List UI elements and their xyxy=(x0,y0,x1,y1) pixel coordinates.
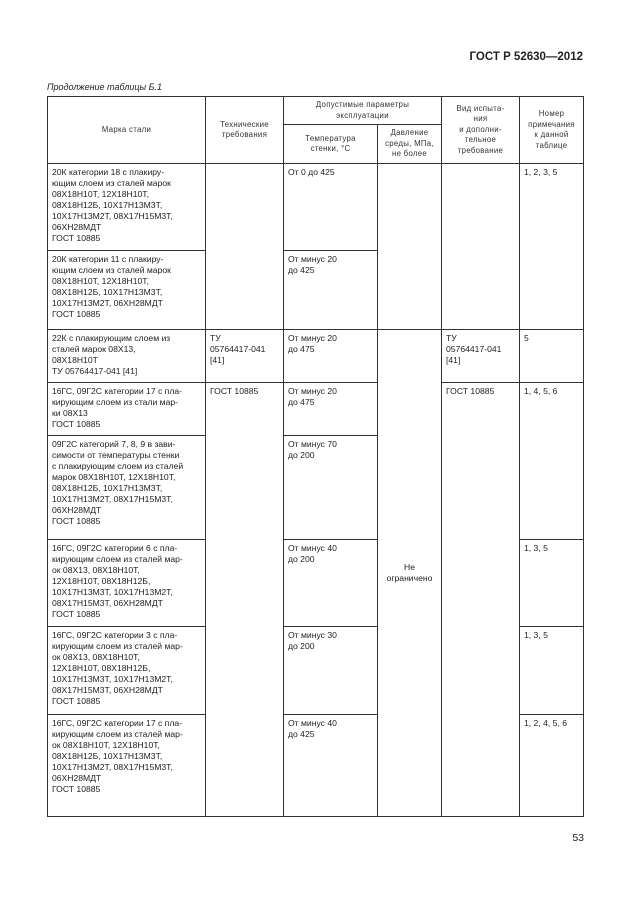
table-row-grade: 20К категории 18 с плакиру- ющим слоем из сталей марок 08Х18Н10Т, 12Х18Н10Т, 08Х18Н12Б, 10Х17Н13М3Т, 10Х17Н13М2Т, 08Х17Н15М3Т, 06ХН28МДТ ГОСТ 10885 xyxy=(48,164,206,251)
table-row-test: ГОСТ 10885 xyxy=(442,383,520,817)
document-title: ГОСТ Р 52630—2012 xyxy=(469,51,583,63)
steel-table xyxy=(47,96,584,817)
table-row-note: 1, 3, 5 xyxy=(520,627,584,715)
header-grade: Марка стали xyxy=(48,97,206,164)
table-row-temp: От минус 20 до 475 xyxy=(284,330,378,383)
table-cell-tech-empty xyxy=(206,164,284,330)
table-cell-pressure-empty xyxy=(378,164,442,330)
table-row-test: ТУ 05764417-041 [41] xyxy=(442,330,520,383)
table-row-grade: 20К категории 11 с плакиру- ющим слоем из сталей марок 08Х18Н10Т, 12Х18Н10Т, 08Х18Н12Б, 10Х17Н13М3Т, 10Х17Н13М2Т, 06ХН28МДТ ГОСТ 10885 xyxy=(48,251,206,330)
header-tech: Технические требования xyxy=(206,97,284,164)
table-row-tech: ГОСТ 10885 xyxy=(206,383,284,817)
table-cell-test-empty xyxy=(442,164,520,330)
table-row-temp: От минус 40 до 425 xyxy=(284,715,378,817)
table-row-grade: 16ГС, 09Г2С категории 17 с пла- кирующим слоем из сталей мар- ок 08Х18Н10Т, 12Х18Н10Т, 08Х18Н12Б, 10Х17Н13М3Т, 10Х17Н13М2Т, 08Х17Н15М3Т, 06ХН28МДТ ГОСТ 10885 xyxy=(48,715,206,817)
table-row-temp: От минус 20 до 475 xyxy=(284,383,378,436)
table-row-tech: ТУ 05764417-041 [41] xyxy=(206,330,284,383)
table-cell-pressure-unlimited: Не ограничено xyxy=(378,330,442,817)
header-params: Допустимые параметры эксплуатации xyxy=(284,97,442,125)
table-row-grade: 09Г2С категорий 7, 8, 9 в зави- симости от температуры стенки с плакирующим слоем из сталей марок 08Х18Н10Т, 12Х18Н10Т, 08Х18Н12Б, 10Х17Н13М3Т, 10Х17Н13М2Т, 08Х17Н15М3Т, 06ХН28МДТ ГОСТ 10885 xyxy=(48,436,206,540)
table-row-temp: От минус 40 до 200 xyxy=(284,540,378,627)
table-caption: Продолжение таблицы Б.1 xyxy=(47,82,163,92)
table-row-note: 1, 3, 5 xyxy=(520,540,584,627)
table-row-grade: 22К с плакирующим слоем из сталей марок 08Х13, 08Х18Н10Т ТУ 05764417-041 [41] xyxy=(48,330,206,383)
header-note: Номер примечания к данной таблице xyxy=(520,97,584,164)
table-row-temp: От минус 20 до 425 xyxy=(284,251,378,330)
table-row-note: 1, 2, 4, 5, 6 xyxy=(520,715,584,817)
table-row-grade: 16ГС, 09Г2С категории 3 с пла- кирующим слоем из сталей мар- ок 08Х13, 08Х18Н10Т, 12Х18Н10Т, 08Х18Н12Б, 10Х17Н13М3Т, 10Х17Н13М2Т, 08Х17Н15М3Т, 06ХН28МДТ ГОСТ 10885 xyxy=(48,627,206,715)
table-row-temp: От минус 30 до 200 xyxy=(284,627,378,715)
table-row-grade: 16ГС, 09Г2С категории 6 с пла- кирующим слоем из сталей мар- ок 08Х13, 08Х18Н10Т, 12Х18Н10Т, 08Х18Н12Б, 10Х17Н13М3Т, 10Х17Н13М2Т, 08Х17Н15М3Т, 06ХН28МДТ ГОСТ 10885 xyxy=(48,540,206,627)
page-number: 53 xyxy=(572,832,584,844)
header-pressure: Давление среды, МПа, не более xyxy=(378,125,442,164)
header-temp: Температура стенки, °С xyxy=(284,125,378,164)
table-row-temp: От 0 до 425 xyxy=(284,164,378,251)
table-row-note: 5 xyxy=(520,330,584,383)
table-row-note: 1, 2, 3, 5 xyxy=(520,164,584,330)
table-row-note: 1, 4, 5, 6 xyxy=(520,383,584,540)
table-row-temp: От минус 70 до 200 xyxy=(284,436,378,540)
header-test: Вид испыта- ния и дополни- тельное требование xyxy=(442,97,520,164)
table-row-grade: 16ГС, 09Г2С категории 17 с пла- кирующим слоем из стали мар- ки 08Х13 ГОСТ 10885 xyxy=(48,383,206,436)
